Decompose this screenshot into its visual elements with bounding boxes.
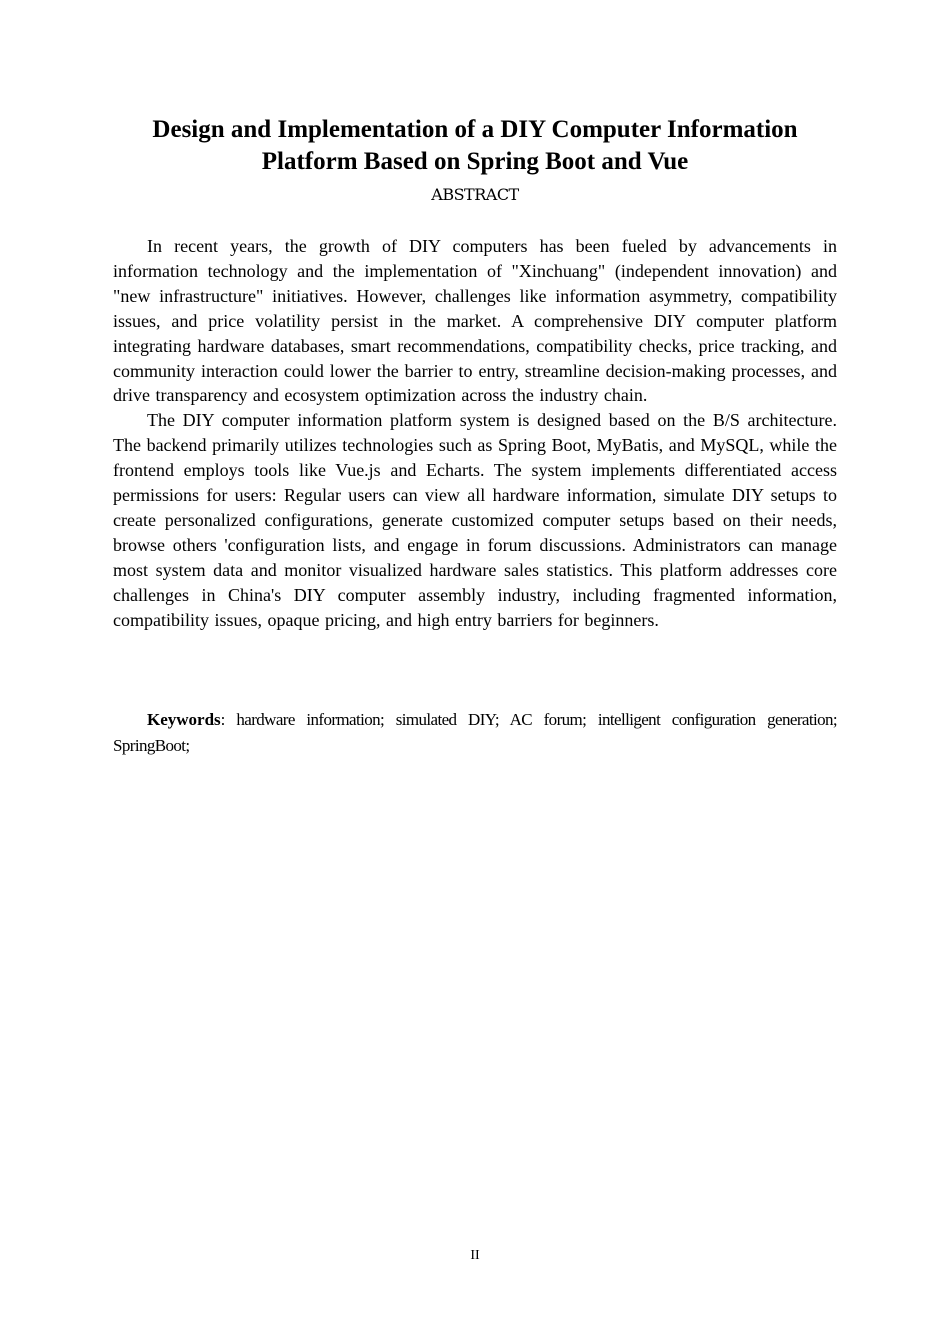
abstract-body bbox=[113, 234, 837, 633]
abstract-heading: ABSTRACT bbox=[431, 185, 519, 204]
keywords-list: : hardware information; simulated DIY; AC forum; intelligent configuration generation; SpringBoot; bbox=[113, 710, 837, 755]
paper-title: Design and Implementation of a DIY Computer Information Platform Based on Spring Boot and Vue bbox=[152, 116, 798, 175]
abstract-paragraph-2: The DIY computer information platform system is designed based on the B/S architecture. The backend primarily utilizes technologies such as Spring Boot, MyBatis, and MySQL, while the frontend employs tools like Vue.js and Echarts. The system implements differentiated access permissions for users: Regular users can view all hardware information, simulate DIY setups to create personalized configurations, generate customized computer setups based on their needs, browse others 'configuration lists, and engage in forum discussions. Administrators can manage most system data and monitor visualized hardware sales statistics. This platform addresses core challenges in China's DIY computer assembly industry, including fragmented information, compatibility issues, opaque pricing, and high entry barriers for beginners. bbox=[113, 410, 837, 630]
keywords-label: Keywords bbox=[147, 710, 221, 729]
abstract-paragraph-1: In recent years, the growth of DIY computers has been fueled by advancements in information technology and the implementation of "Xinchuang" (independent innovation) and "new infrastructure" initiatives. However, challenges like information asymmetry, compatibility issues, and price volatility persist in the market. A comprehensive DIY computer platform integrating hardware databases, smart recommendations, compatibility checks, price tracking, and community interaction could lower the barrier to entry, streamline decision-making processes, and drive transparency and ecosystem optimization across the industry chain. bbox=[113, 236, 837, 406]
keywords-line bbox=[113, 707, 837, 759]
page-number: II bbox=[470, 1248, 480, 1263]
